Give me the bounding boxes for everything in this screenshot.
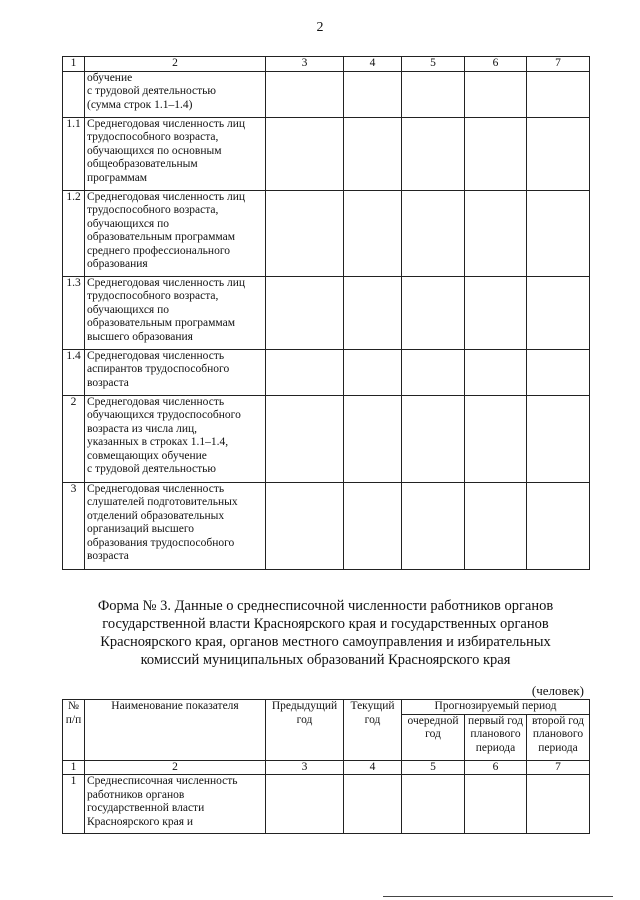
row-number: 1.1: [63, 117, 85, 190]
value-cell[interactable]: [527, 190, 590, 276]
value-cell[interactable]: [402, 395, 465, 482]
value-cell[interactable]: [266, 349, 344, 395]
column-number-row: [63, 57, 590, 72]
value-cell[interactable]: [402, 117, 465, 190]
value-cell[interactable]: [465, 117, 527, 190]
value-cell[interactable]: [344, 190, 402, 276]
value-cell[interactable]: [465, 190, 527, 276]
value-cell[interactable]: [402, 71, 465, 117]
value-cell[interactable]: [266, 190, 344, 276]
header-row: [63, 700, 590, 715]
col-number: 2: [85, 760, 266, 775]
col-number: 6: [465, 760, 527, 775]
unit-label: (человек): [531, 683, 584, 698]
col-number: 7: [527, 760, 590, 775]
value-cell[interactable]: [527, 482, 590, 569]
table-row: [63, 349, 590, 395]
row-number: 3: [63, 482, 85, 569]
row-number: 1.3: [63, 276, 85, 349]
value-cell[interactable]: [527, 117, 590, 190]
col-number: 4: [344, 57, 402, 72]
column-number-row: [63, 760, 590, 775]
col-number: 1: [63, 760, 85, 775]
row-name: обучение с трудовой деятельностью (сумма строк 1.1–1.4): [85, 71, 266, 117]
table-row: [63, 482, 590, 569]
value-cell[interactable]: [527, 71, 590, 117]
value-cell[interactable]: [344, 71, 402, 117]
value-cell[interactable]: [402, 775, 465, 834]
value-cell[interactable]: [527, 775, 590, 834]
row-number: 1.4: [63, 349, 85, 395]
table-row: [63, 190, 590, 276]
value-cell[interactable]: [266, 775, 344, 834]
col-number: 4: [344, 760, 402, 775]
value-cell[interactable]: [344, 276, 402, 349]
table-row: [63, 276, 590, 349]
header-name: Наименование показателя: [85, 700, 266, 761]
value-cell[interactable]: [344, 395, 402, 482]
value-cell[interactable]: [527, 349, 590, 395]
col-number: 3: [266, 57, 344, 72]
form3-title: Форма № 3. Данные о среднесписочной численности работников органов государственной власти Красноярского края и государственных органов Красноярского края, органов местного самоуправления и избирательных комиссий муниципальных образований Красноярского края: [97, 598, 554, 668]
value-cell[interactable]: [465, 71, 527, 117]
form-data-table: [62, 56, 590, 570]
value-cell[interactable]: [465, 276, 527, 349]
col-number: 2: [85, 57, 266, 72]
value-cell[interactable]: [402, 276, 465, 349]
value-cell[interactable]: [266, 117, 344, 190]
row-name: Среднегодовая численность лиц трудоспособного возраста, обучающихся по образовательным программам высшего образования: [85, 276, 266, 349]
header-current-year: Текущий год: [344, 700, 402, 761]
row-number: 1.2: [63, 190, 85, 276]
header-plan-year-2: второй год планового периода: [527, 714, 590, 760]
value-cell[interactable]: [266, 276, 344, 349]
value-cell[interactable]: [266, 395, 344, 482]
header-plan-year-1: первый год планового периода: [465, 714, 527, 760]
value-cell[interactable]: [344, 349, 402, 395]
row-name: Среднегодовая численность слушателей подготовительных отделений образовательных организаций высшего образования трудоспособного возраста: [85, 482, 266, 569]
col-number: 7: [527, 57, 590, 72]
value-cell[interactable]: [465, 482, 527, 569]
header-num: № п/п: [63, 700, 85, 761]
value-cell[interactable]: [402, 349, 465, 395]
table-row: [63, 71, 590, 117]
value-cell[interactable]: [465, 775, 527, 834]
table-row: [63, 117, 590, 190]
row-number: 2: [63, 395, 85, 482]
value-cell[interactable]: [344, 775, 402, 834]
col-number: 5: [402, 57, 465, 72]
row-name: Среднегодовая численность обучающихся трудоспособного возраста из числа лиц, указанных в строках 1.1–1.4, совмещающих обучение с трудовой деятельностью: [85, 395, 266, 482]
value-cell[interactable]: [465, 349, 527, 395]
header-previous-year: Предыдущий год: [266, 700, 344, 761]
value-cell[interactable]: [266, 71, 344, 117]
table-row: [63, 395, 590, 482]
form3-table: [62, 699, 590, 834]
col-number: 6: [465, 57, 527, 72]
value-cell[interactable]: [527, 276, 590, 349]
page-edge-line: [383, 896, 613, 897]
row-name: Среднегодовая численность лиц трудоспособного возраста, обучающихся по основным общеобразовательным программам: [85, 117, 266, 190]
col-number: 3: [266, 760, 344, 775]
value-cell[interactable]: [266, 482, 344, 569]
col-number: 1: [63, 57, 85, 72]
row-number: 1: [63, 775, 85, 834]
row-name: Среднегодовая численность аспирантов трудоспособного возраста: [85, 349, 266, 395]
row-number: [63, 71, 85, 117]
value-cell[interactable]: [402, 482, 465, 569]
table-row: [63, 775, 590, 834]
page-number: 2: [316, 20, 324, 35]
header-next-year: очередной год: [402, 714, 465, 760]
header-forecast-period: Прогнозируемый период: [402, 700, 590, 715]
value-cell[interactable]: [465, 395, 527, 482]
value-cell[interactable]: [344, 117, 402, 190]
value-cell[interactable]: [402, 190, 465, 276]
row-name: Среднесписочная численность работников органов государственной власти Красноярского края и: [85, 775, 266, 834]
value-cell[interactable]: [344, 482, 402, 569]
value-cell[interactable]: [527, 395, 590, 482]
row-name: Среднегодовая численность лиц трудоспособного возраста, обучающихся по образовательным программам среднего профессионального образования: [85, 190, 266, 276]
col-number: 5: [402, 760, 465, 775]
